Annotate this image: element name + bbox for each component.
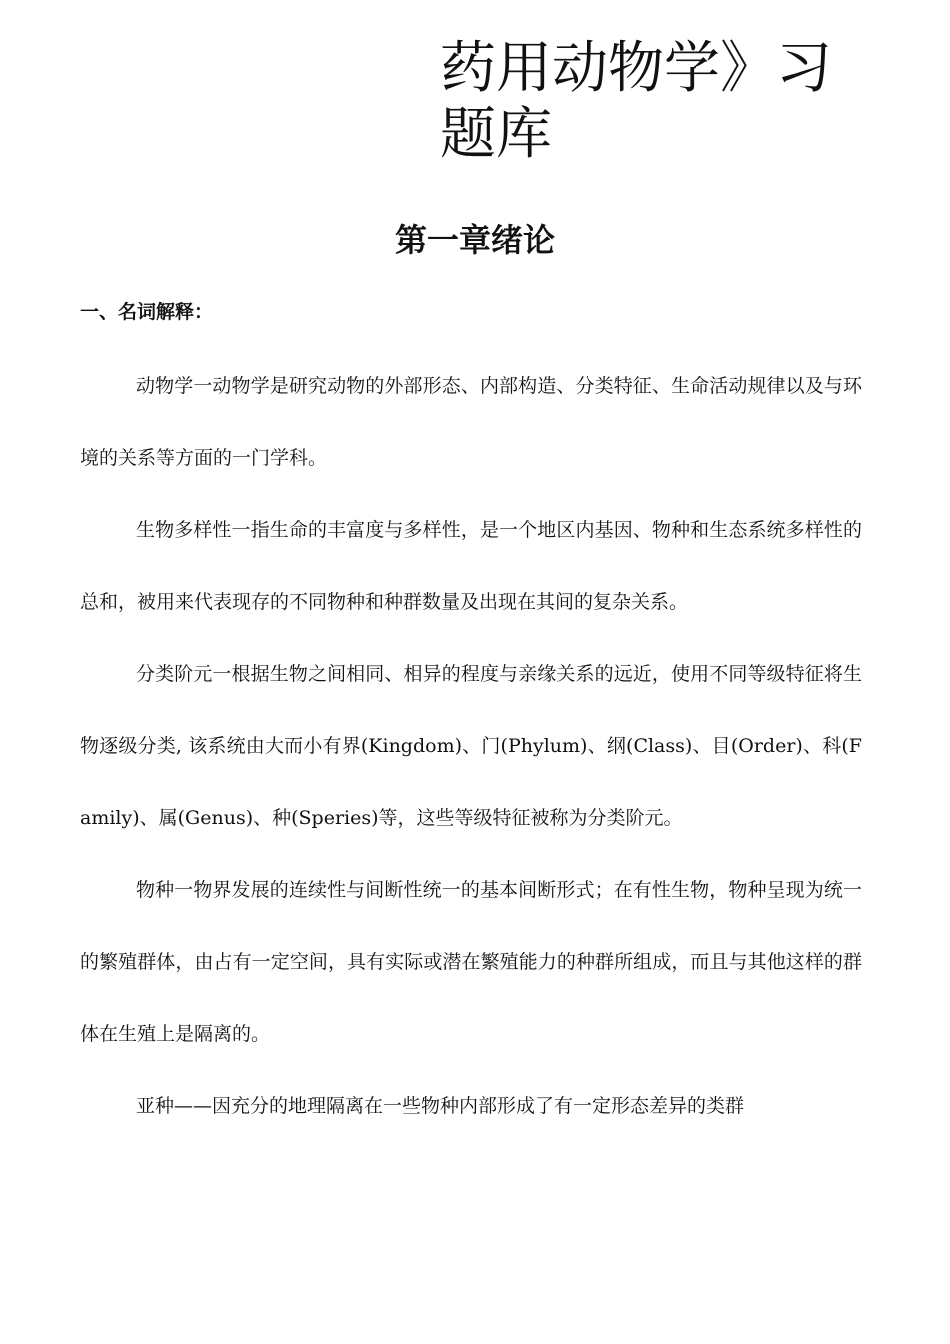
paragraph-biodiversity: 生物多样性一指生命的丰富度与多样性，是一个地区内基因、物种和生态系统多样性的总和，被用来代表现存的不同物种和种群数量及出现在其间的复杂关系。 [80,519,862,613]
document-title: 药用动物学》习题库 [440,36,832,167]
paragraph-taxonomic-rank: 分类阶元一根据生物之间相同、相异的程度与亲缘关系的远近，使用不同等级特征将生物逐级分类, 该系统由大而小有界(Kingdom)、门(Phylum)、纲(Class)、目(Order)、科(Family)、属(Genus)、种(Speries)等，这些等级特征被称为分类阶元。 [80,663,862,829]
paragraph-species: 物种一物界发展的连续性与间断性统一的基本间断形式；在有性生物，物种呈现为统一的繁殖群体，由占有一定空间，具有实际或潜在繁殖能力的种群所组成，而且与其他这样的群体在生殖上是隔离的。 [80,879,862,1045]
body-text [80,350,862,1142]
paragraph-subspecies: 亚种——因充分的地理隔离在一些物种内部形成了有一定形态差异的类群 [136,1095,745,1117]
paragraph-zoology: 动物学一动物学是研究动物的外部形态、内部构造、分类特征、生命活动规律以及与环境的关系等方面的一门学科。 [80,375,862,469]
section-heading: 一、名词解释： [80,301,214,323]
chapter-title: 第一章绪论 [394,221,555,259]
